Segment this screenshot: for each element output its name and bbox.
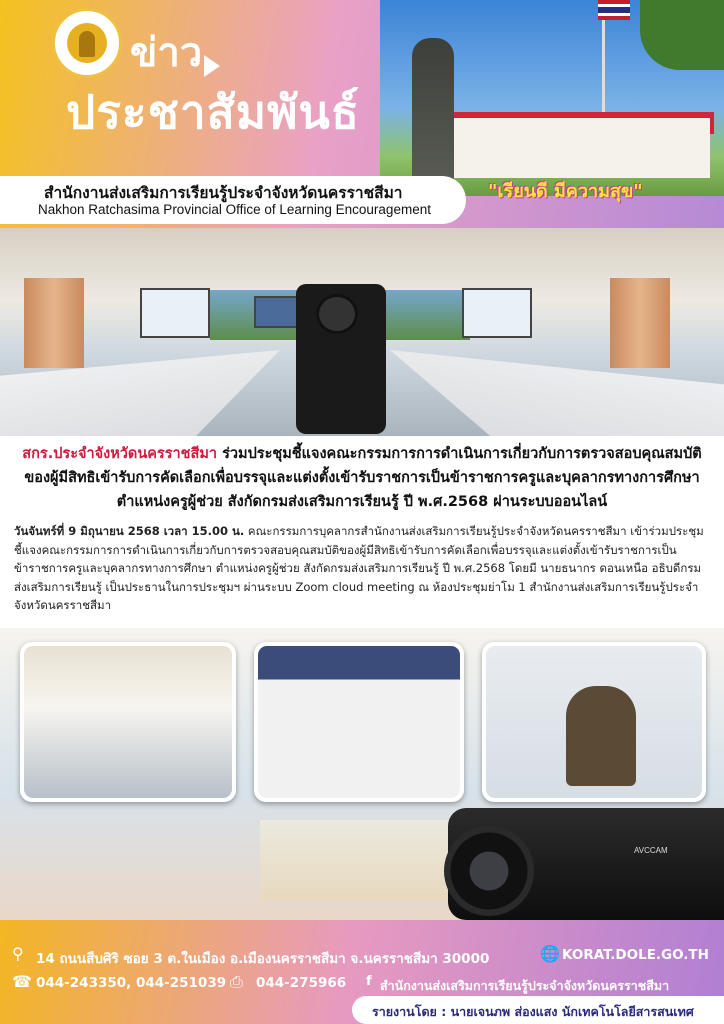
facebook-page[interactable]: สำนักงานส่งเสริมการเรียนรู้ประจำจังหวัดนครราชสีมา xyxy=(380,978,670,993)
gallery-photo-2 xyxy=(254,642,464,802)
headline-text: ร่วมประชุมชี้แจงคณะกรรมการการดำเนินการเกี่ยวกับการตรวจสอบคุณสมบัติของผู้มีสิทธิเข้ารับการคัดเลือกเพื่อบรรจุและแต่งตั้งเข้ารับราชการเป็นข้าราชการครูและบุคลากรทางการศึกษา ตำแหน่งครูผู้ช่วย สังกัดกรมส่งเสริมการเรียนรู้ ปี พ.ศ.2568 ผ่านระบบออนไลน์ xyxy=(24,446,702,510)
facebook-icon: f xyxy=(366,974,372,989)
fax-number: 044-275966 xyxy=(256,975,347,991)
play-icon xyxy=(204,55,220,77)
gallery-photo-1 xyxy=(20,642,236,802)
body-paragraph: คณะกรรมการบุคลากรสำนักงานส่งเสริมการเรียนรู้ประจำจังหวัดนครราชสีมา เข้าร่วมประชุมชี้แจงคณะกรรมการการดำเนินการเกี่ยวกับการตรวจสอบคุณสมบัติของผู้มีสิทธิเข้ารับการคัดเลือกเพื่อบรรจุและแต่งตั้งเข้ารับราชการเป็นข้าราชการครูและบุคลากรทางการศึกษา ตำแหน่งครูผู้ช่วย สังกัดกรมส่งเสริมการเรียนรู้ ปี พ.ศ.2568 โดยมี นายธนากร ดอนเหนือ อธิบดีกรมส่งเสริมการเรียนรู้ เป็นประธานในการประชุมฯ ผ่านระบบ Zoom cloud meeting ณ ห้องประชุมย่าโม 1 สำนักงานส่งเสริมการเรียนรู้ประจำจังหวัดนครราชสีมา xyxy=(14,524,704,612)
headline-lead: สกร.ประจำจังหวัดนครราชสีมา xyxy=(22,446,218,462)
phone-icon: ☎ xyxy=(12,972,32,991)
camera-brand: AVCCAM xyxy=(634,846,668,855)
phone-numbers: 044-243350, 044-251039 xyxy=(36,975,227,991)
org-name-english: Nakhon Ratchasima Provincial Office of Learning Encouragement xyxy=(38,202,431,217)
reporter-credit: รายงานโดย : นายเจนภพ ส่องแสง นักเทคโนโลยีสารสนเทศ xyxy=(372,1004,694,1019)
org-logo xyxy=(52,8,122,78)
office-building xyxy=(452,118,710,178)
globe-icon: 🌐 xyxy=(540,944,560,963)
slogan: "เรียนดี มีความสุข" xyxy=(488,181,643,202)
statue xyxy=(412,38,454,188)
tree-decoration xyxy=(640,0,724,70)
body-text xyxy=(14,522,710,615)
fax-icon: ⎙ xyxy=(230,972,243,991)
headline xyxy=(12,442,712,514)
news-word: ข่าว xyxy=(130,30,203,76)
curtain-right xyxy=(610,278,670,368)
camera-lens xyxy=(316,294,358,334)
camcorder-lens xyxy=(444,826,534,916)
projector-screen-left xyxy=(140,288,210,338)
curtain-left xyxy=(24,278,84,368)
gallery-photo-3 xyxy=(482,642,706,802)
page-title: ประชาสัมพันธ์ xyxy=(66,85,360,139)
body-date: วันจันทร์ที่ 9 มิถุนายน 2568 เวลา 15.00 น. xyxy=(14,524,245,538)
thai-flag xyxy=(598,0,630,20)
website-link[interactable]: KORAT.DOLE.GO.TH xyxy=(562,947,709,963)
org-name-thai: สำนักงานส่งเสริมการเรียนรู้ประจำจังหวัดนครราชสีมา xyxy=(44,184,403,202)
address: 14 ถนนสืบศิริ ซอย 3 ต.ในเมือง อ.เมืองนครราชสีมา จ.นครราชสีมา 30000 xyxy=(36,951,490,967)
projector-screen-right xyxy=(462,288,532,338)
map-pin-icon: ⚲ xyxy=(12,944,24,963)
